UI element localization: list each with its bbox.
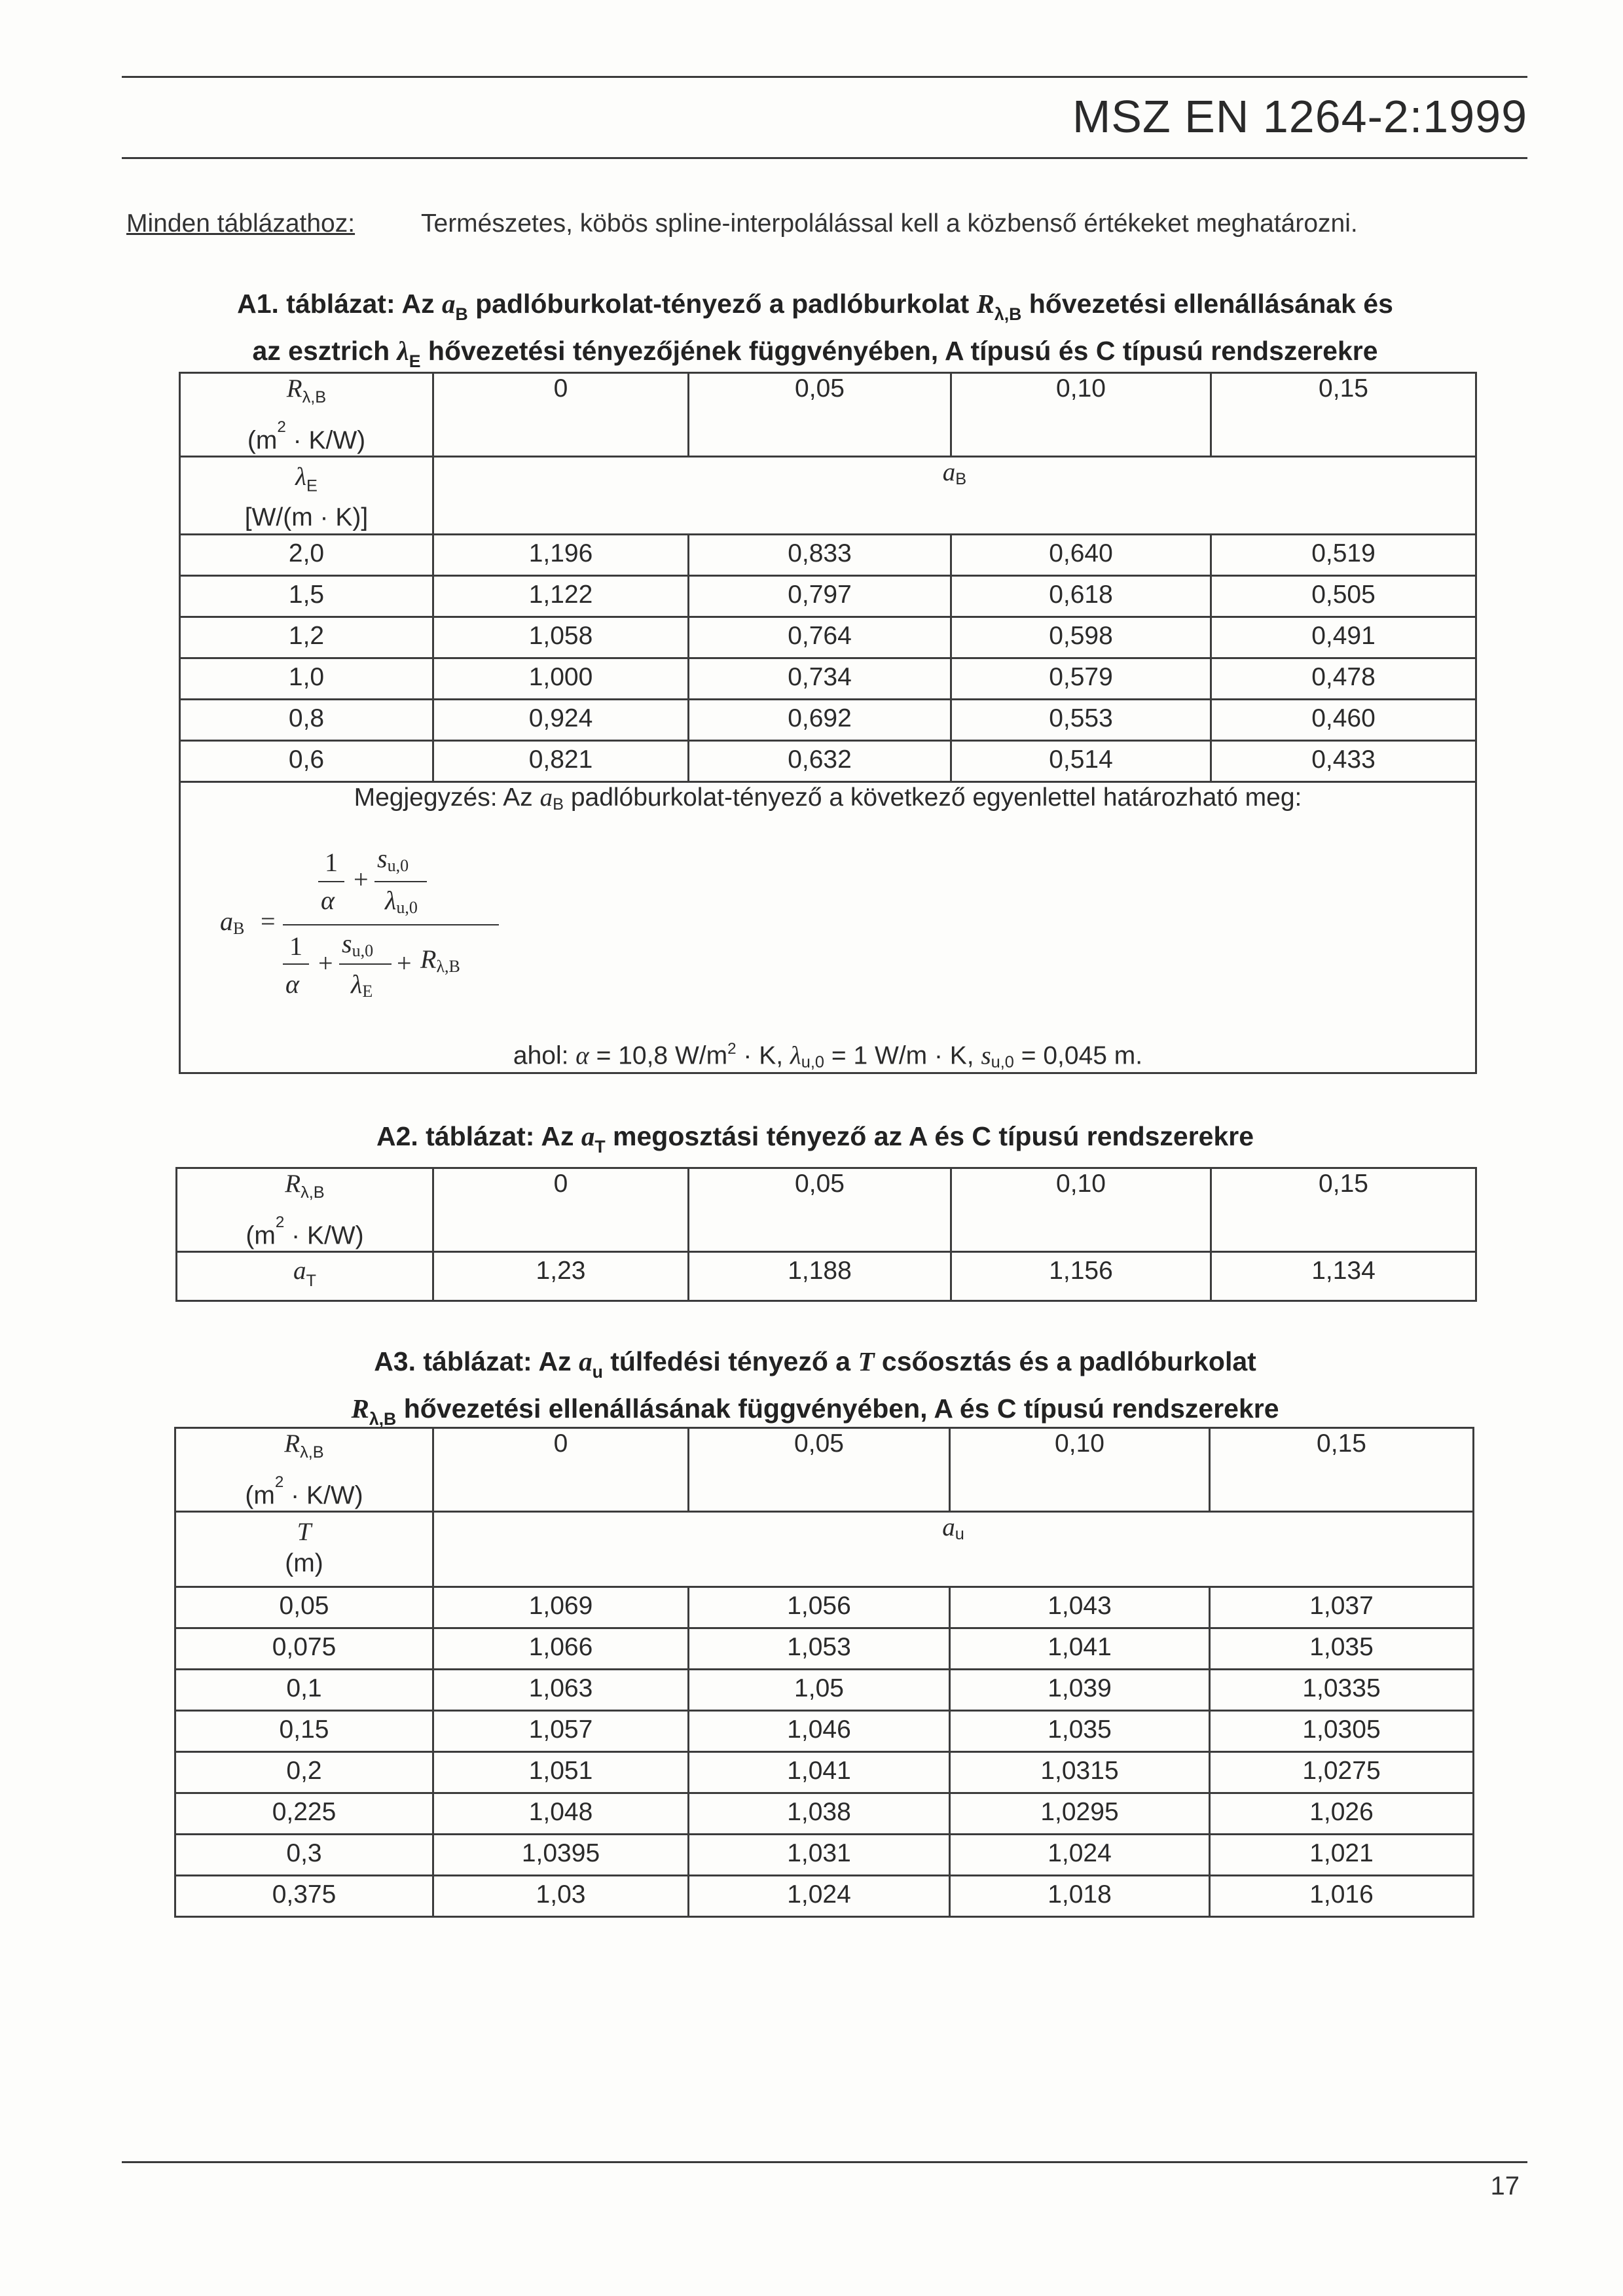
table-a3 bbox=[174, 1427, 1474, 1918]
table-a1-param-row bbox=[180, 457, 1476, 535]
table-a1-body bbox=[180, 535, 1476, 782]
main-fraction-bar bbox=[283, 924, 499, 925]
table-a1-caption bbox=[124, 285, 1506, 380]
table-cell: 1,041 bbox=[950, 1628, 1210, 1670]
formula-ab: 1 + $s_{u,0}$ α $\lambda_{u,0}$ $a_B$ = 1 + $s_{u,0}$ + $R_{\lambda,B}$ α $\lambda_E$ bbox=[220, 834, 1475, 1020]
table-cell: 0,519 bbox=[1211, 535, 1476, 576]
table-cell: 1,056 bbox=[689, 1587, 950, 1628]
table-a3-body bbox=[175, 1587, 1474, 1917]
table-cell: 1,018 bbox=[950, 1876, 1210, 1917]
table-a2-col-2: 0,10 bbox=[951, 1168, 1211, 1252]
footer-rule bbox=[122, 2161, 1527, 2163]
table-row bbox=[180, 658, 1476, 700]
table-a3-param-row bbox=[175, 1512, 1474, 1587]
table-cell: 0,618 bbox=[951, 576, 1211, 617]
table-a1-row-header: $R_{\lambda,B}$ $(m^2 \cdot K/W)$ bbox=[180, 373, 433, 457]
table-cell: 1,03 bbox=[433, 1876, 689, 1917]
table-a1-caption-line1: A1. táblázat: Az $a_B$ padlóburkolat-tényező a padlóburkolat $R_{\lambda,B}$ hővezetési ellenállásának és bbox=[237, 289, 1393, 325]
table-row bbox=[175, 1752, 1474, 1793]
table-cell: 1,196 bbox=[433, 535, 689, 576]
table-a2-row-label: $a_T$ bbox=[177, 1252, 433, 1300]
table-a1-column-header-row bbox=[180, 373, 1476, 457]
table-a2-column-header-row bbox=[177, 1168, 1476, 1252]
general-note-text: Természetes, köbös spline-interpolálással kell a közbenső értékeket meghatározni. bbox=[421, 209, 1358, 238]
table-row bbox=[175, 1793, 1474, 1835]
table-cell: 1,051 bbox=[433, 1752, 689, 1793]
table-row bbox=[175, 1670, 1474, 1711]
table-row bbox=[175, 1628, 1474, 1670]
table-a1-param-header: $\lambda_E$ [W/(m · K)] bbox=[180, 457, 433, 535]
table-row bbox=[175, 1587, 1474, 1628]
row-label: 0,8 bbox=[180, 700, 433, 741]
row-label: 0,2 bbox=[175, 1752, 433, 1793]
table-cell: 0,598 bbox=[951, 617, 1211, 658]
general-note-label: Minden táblázathoz: bbox=[126, 209, 356, 238]
page-number: 17 bbox=[1490, 2172, 1520, 2200]
table-cell: 0,491 bbox=[1211, 617, 1476, 658]
header-rule-top bbox=[122, 76, 1527, 78]
row-label: 1,0 bbox=[180, 658, 433, 700]
header-rule-bottom bbox=[122, 157, 1527, 159]
table-cell: 0,553 bbox=[951, 700, 1211, 741]
table-cell: 0,924 bbox=[433, 700, 689, 741]
table-a3-caption bbox=[124, 1343, 1506, 1437]
table-cell: 1,026 bbox=[1210, 1793, 1474, 1835]
table-cell: 0,764 bbox=[689, 617, 951, 658]
standard-code: MSZ EN 1264-2:1999 bbox=[1072, 91, 1527, 142]
table-a2-cell: 1,23 bbox=[433, 1252, 689, 1300]
table-a1-col-3: 0,15 bbox=[1211, 373, 1476, 457]
table-cell: 1,063 bbox=[433, 1670, 689, 1711]
table-a2-cell: 1,156 bbox=[951, 1252, 1211, 1300]
fraction-bar bbox=[318, 881, 344, 882]
table-a3-col-0: 0 bbox=[433, 1428, 689, 1512]
table-cell: 0,478 bbox=[1211, 658, 1476, 700]
table-cell: 1,041 bbox=[689, 1752, 950, 1793]
row-label: 0,375 bbox=[175, 1876, 433, 1917]
table-cell: 0,640 bbox=[951, 535, 1211, 576]
table-cell: 0,505 bbox=[1211, 576, 1476, 617]
fraction-bar bbox=[374, 881, 427, 882]
table-cell: 1,0335 bbox=[1210, 1670, 1474, 1711]
row-label: 1,2 bbox=[180, 617, 433, 658]
row-label: 0,6 bbox=[180, 741, 433, 782]
table-cell: 1,0295 bbox=[950, 1793, 1210, 1835]
table-cell: 1,0315 bbox=[950, 1752, 1210, 1793]
table-cell: 1,024 bbox=[950, 1835, 1210, 1876]
table-cell: 0,579 bbox=[951, 658, 1211, 700]
table-a1-note-row bbox=[180, 782, 1476, 1073]
table-row bbox=[180, 700, 1476, 741]
table-row bbox=[180, 741, 1476, 782]
table-cell: 1,05 bbox=[689, 1670, 950, 1711]
table-cell: 1,046 bbox=[689, 1711, 950, 1752]
table-cell: 0,833 bbox=[689, 535, 951, 576]
table-cell: 1,000 bbox=[433, 658, 689, 700]
table-a1-col-0: 0 bbox=[433, 373, 689, 457]
table-cell: 1,122 bbox=[433, 576, 689, 617]
table-a3-caption-line1: A3. táblázat: Az $a_u$ túlfedési tényező a T csőosztás és a padlóburkolat bbox=[374, 1346, 1256, 1382]
table-cell: 0,734 bbox=[689, 658, 951, 700]
table-a1 bbox=[179, 372, 1477, 1074]
table-cell: 0,692 bbox=[689, 700, 951, 741]
table-cell: 1,053 bbox=[689, 1628, 950, 1670]
table-cell: 1,0395 bbox=[433, 1835, 689, 1876]
table-a3-row-header: $R_{\lambda,B}$ $(m^2 \cdot K/W)$ bbox=[175, 1428, 433, 1512]
table-a1-caption-line2: az esztrich $\lambda_E$ hővezetési tényezőjének függvényében, A típusú és C típusú rendszerekre bbox=[252, 336, 1378, 372]
table-a2-row bbox=[177, 1252, 1476, 1300]
table-a2-row-header: $R_{\lambda,B}$ $(m^2 \cdot K/W)$ bbox=[177, 1168, 433, 1252]
table-cell: 1,024 bbox=[689, 1876, 950, 1917]
table-a3-column-header-row bbox=[175, 1428, 1474, 1512]
table-a2-cell: 1,134 bbox=[1211, 1252, 1476, 1300]
table-cell: 1,039 bbox=[950, 1670, 1210, 1711]
table-cell: 0,514 bbox=[951, 741, 1211, 782]
row-label: 2,0 bbox=[180, 535, 433, 576]
table-cell: 1,021 bbox=[1210, 1835, 1474, 1876]
row-label: 0,05 bbox=[175, 1587, 433, 1628]
row-label: 0,225 bbox=[175, 1793, 433, 1835]
table-row bbox=[180, 535, 1476, 576]
table-a2-col-0: 0 bbox=[433, 1168, 689, 1252]
table-a1-where-text: ahol: α = 10,8 $W/m^2 \cdot K$, $\lambda_{u,0} = 1$ W/m · K, $s_{u,0} = 0,045$ m. bbox=[513, 1039, 1143, 1072]
table-cell: 1,038 bbox=[689, 1793, 950, 1835]
table-a1-note-text: Megjegyzés: Az $a_B$ padlóburkolat-tényező a következő egyenlettel határozható meg: bbox=[354, 783, 1302, 814]
table-cell: 0,433 bbox=[1211, 741, 1476, 782]
table-row bbox=[175, 1835, 1474, 1876]
table-a1-col-1: 0,05 bbox=[689, 373, 951, 457]
table-row bbox=[180, 576, 1476, 617]
table-cell: 1,037 bbox=[1210, 1587, 1474, 1628]
table-a2-col-3: 0,15 bbox=[1211, 1168, 1476, 1252]
table-a2-cell: 1,188 bbox=[689, 1252, 951, 1300]
table-cell: 1,016 bbox=[1210, 1876, 1474, 1917]
table-a1-value-header: $a_B$ bbox=[433, 457, 1476, 535]
fraction-bar bbox=[339, 963, 392, 965]
table-cell: 1,043 bbox=[950, 1587, 1210, 1628]
table-cell: 1,058 bbox=[433, 617, 689, 658]
table-cell: 1,048 bbox=[433, 1793, 689, 1835]
table-a2-col-1: 0,05 bbox=[689, 1168, 951, 1252]
table-cell: 1,031 bbox=[689, 1835, 950, 1876]
table-a3-caption-line2: $R_{\lambda,B}$ hővezetési ellenállásának függvényében, A és C típusú rendszerekre bbox=[351, 1393, 1279, 1429]
table-cell: 1,057 bbox=[433, 1711, 689, 1752]
table-cell: 0,632 bbox=[689, 741, 951, 782]
table-a3-col-1: 0,05 bbox=[689, 1428, 950, 1512]
table-row bbox=[175, 1876, 1474, 1917]
table-cell: 0,797 bbox=[689, 576, 951, 617]
table-a3-col-3: 0,15 bbox=[1210, 1428, 1474, 1512]
table-a2 bbox=[175, 1167, 1477, 1302]
row-label: 1,5 bbox=[180, 576, 433, 617]
table-a3-value-header: $a_u$ bbox=[433, 1512, 1474, 1587]
table-cell: 0,821 bbox=[433, 741, 689, 782]
table-a2-caption: A2. táblázat: Az $a_T$ megosztási tényező az A és C típusú rendszerekre bbox=[376, 1121, 1254, 1157]
row-label: 0,15 bbox=[175, 1711, 433, 1752]
fraction-bar bbox=[283, 963, 309, 965]
row-label: 0,075 bbox=[175, 1628, 433, 1670]
table-cell: 1,069 bbox=[433, 1587, 689, 1628]
table-cell: 1,0305 bbox=[1210, 1711, 1474, 1752]
table-row bbox=[180, 617, 1476, 658]
table-cell: 1,035 bbox=[1210, 1628, 1474, 1670]
table-a3-col-2: 0,10 bbox=[950, 1428, 1210, 1512]
table-a1-col-2: 0,10 bbox=[951, 373, 1211, 457]
table-cell: 1,0275 bbox=[1210, 1752, 1474, 1793]
table-cell: 0,460 bbox=[1211, 700, 1476, 741]
table-row bbox=[175, 1711, 1474, 1752]
general-note bbox=[126, 209, 1358, 238]
table-a3-param-header: T (m) bbox=[175, 1512, 433, 1587]
table-cell: 1,066 bbox=[433, 1628, 689, 1670]
table-a1-note bbox=[180, 782, 1476, 1073]
row-label: 0,3 bbox=[175, 1835, 433, 1876]
table-cell: 1,035 bbox=[950, 1711, 1210, 1752]
row-label: 0,1 bbox=[175, 1670, 433, 1711]
